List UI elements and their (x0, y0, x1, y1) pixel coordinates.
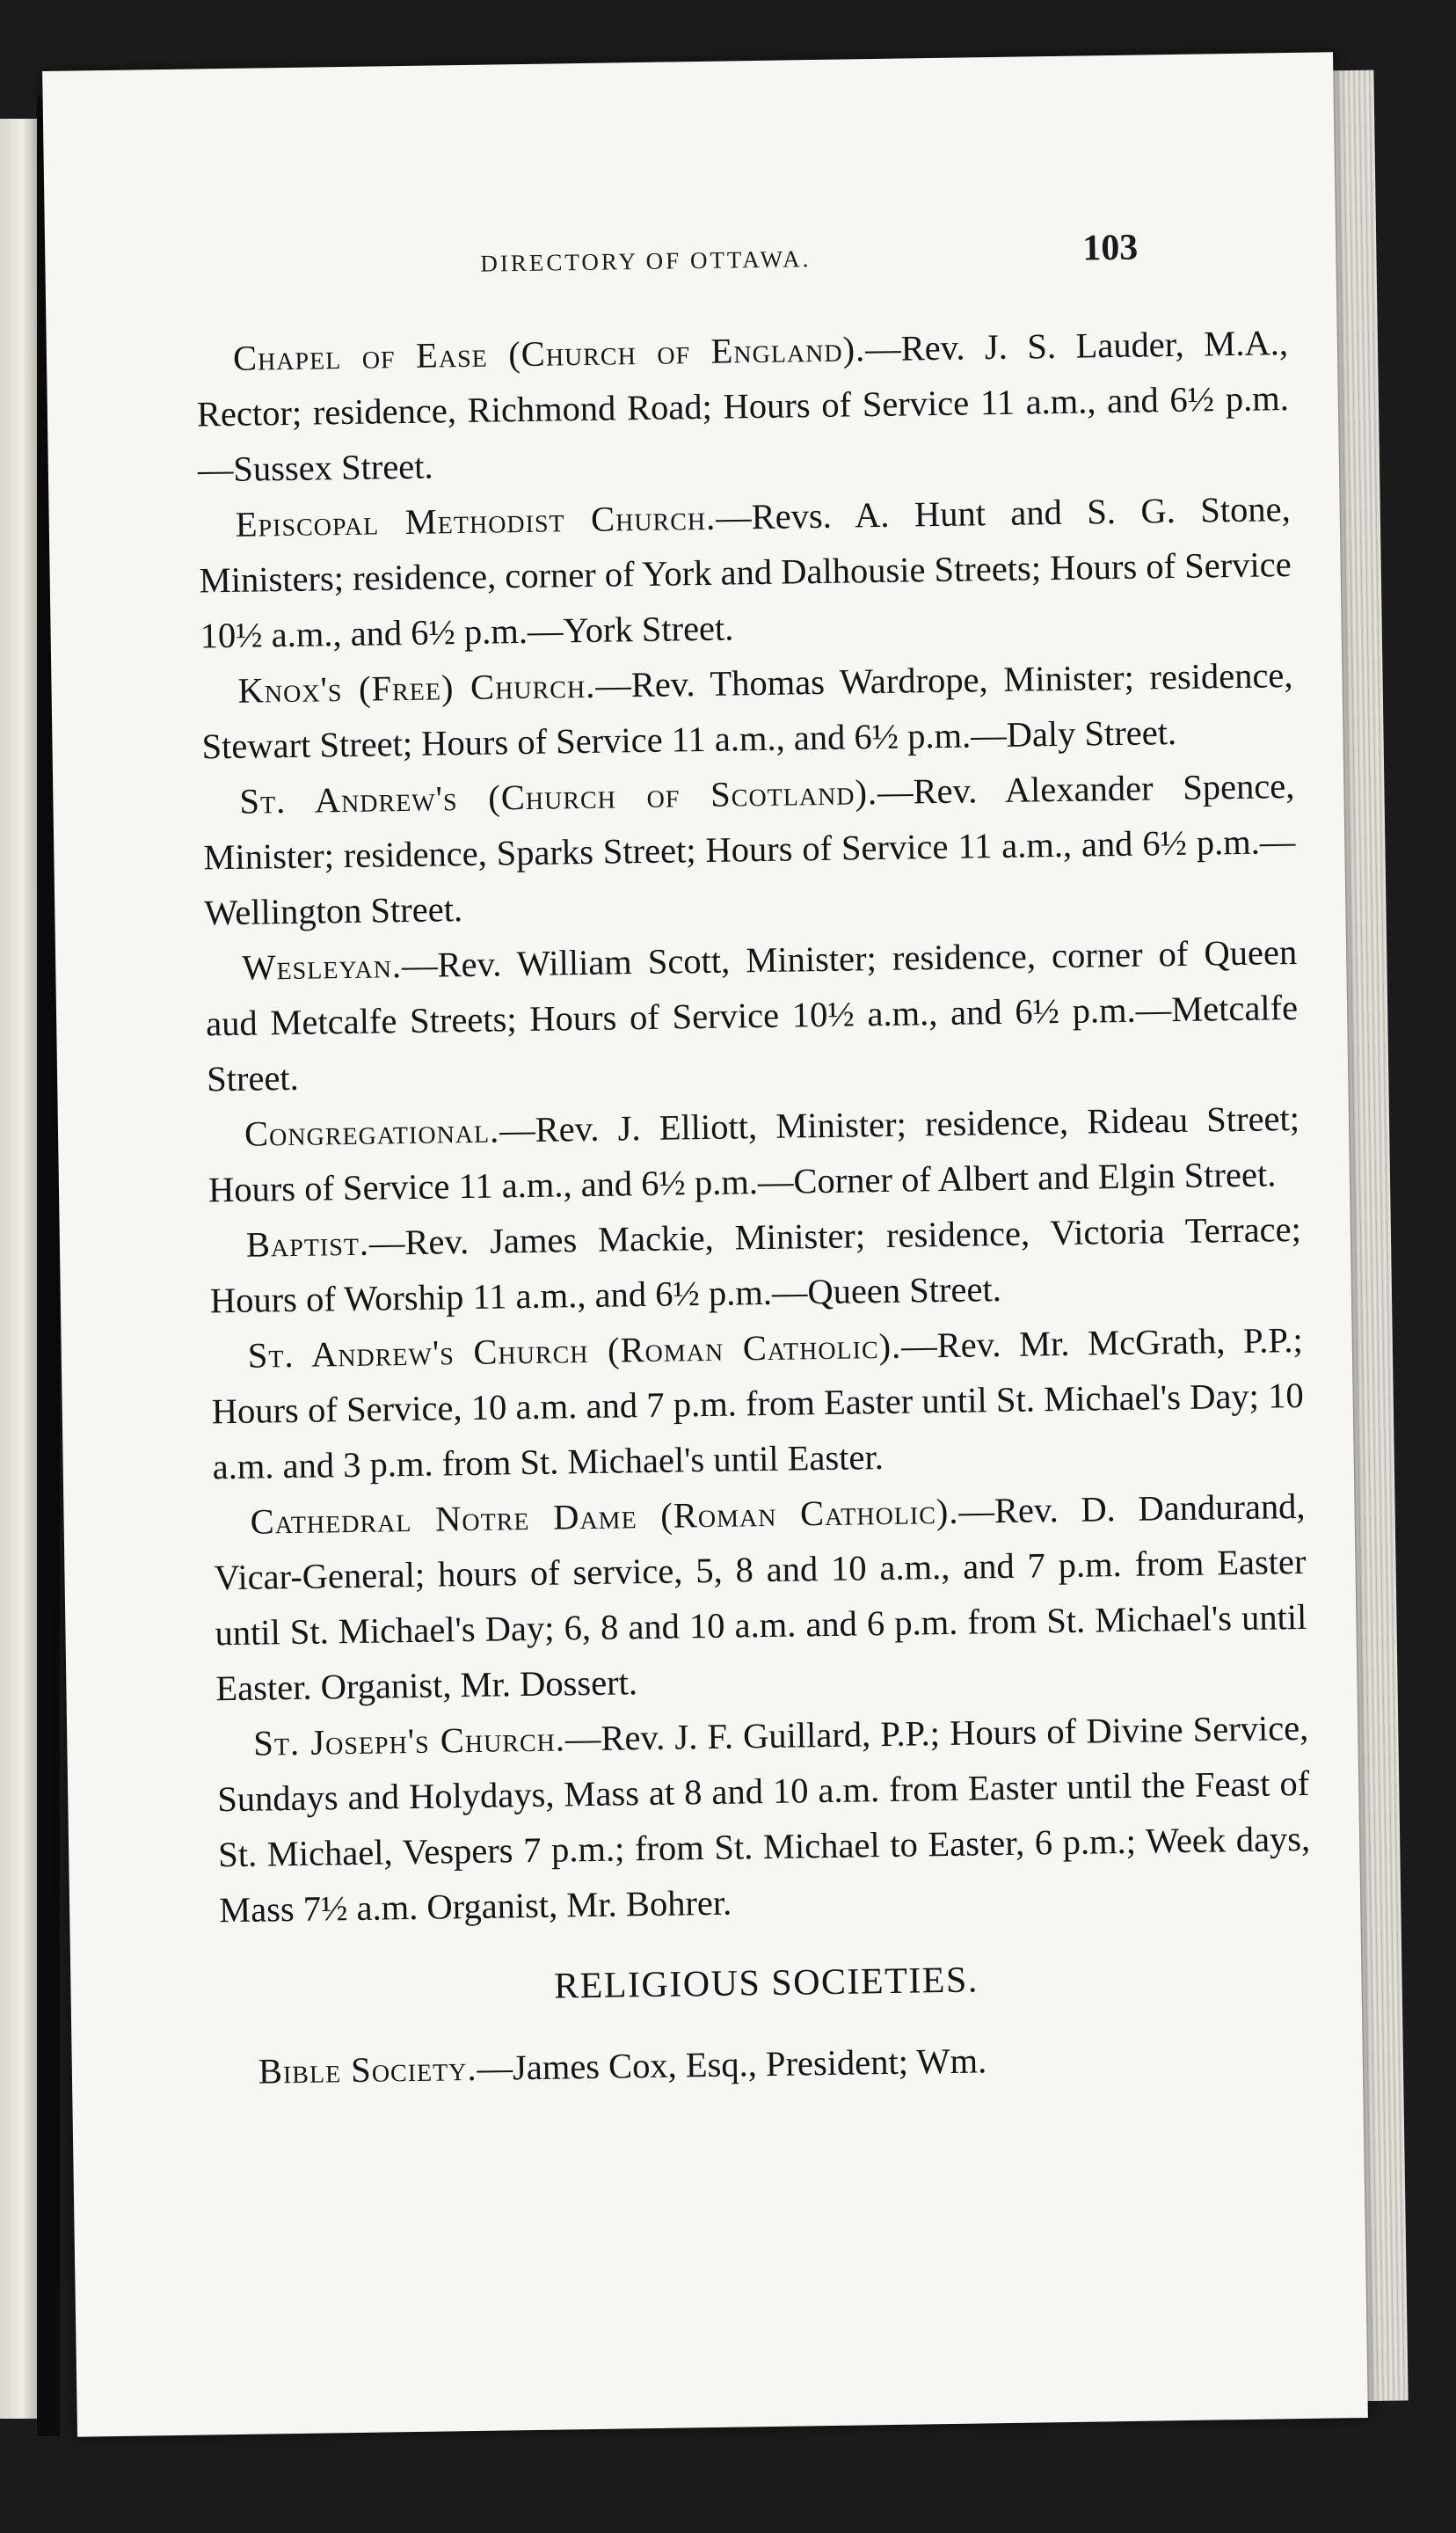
church-name: Congregational. (244, 1110, 500, 1154)
church-details: —Revs. A. Hunt and S. G. Stone, Ministers; residence, corner of York and Dalhousie Streets; Hours of Service 10½ a.m., and 6½ p.m.—York Street. (199, 489, 1292, 656)
church-name: St. Andrew's (Church of Scotland). (239, 772, 878, 821)
church-entry (198, 481, 1292, 663)
society-details: —James Cox, Esq., President; Wm. (477, 2040, 987, 2088)
church-details: —Rev. William Scott, Minister; residence, corner of Queen aud Metcalfe Streets; Hours of Service 10½ a.m., and 6½ p.m.—Metcalfe Street. (205, 931, 1299, 1099)
society-name: Bible Society. (258, 2048, 477, 2091)
church-name: Episcopal Methodist Church. (235, 497, 717, 544)
church-details: —Rev. Alexander Spence, Minister; residence, Sparks Street; Hours of Service 11 a.m., and 6½ p.m.—Wellington Street. (203, 766, 1296, 933)
church-details: —Rev. J. F. Guillard, P.P.; Hours of Divine Service, Sundays and Holydays, Mass at 8 and 10 a.m. from Easter until the Feast of St. Michael, Vespers 7 p.m.; from St. Michael to Easter, 6 p.m.; Week days, Mass 7½ a.m. Organist, Mr. Bohrer. (216, 1707, 1311, 1931)
church-entry (205, 924, 1299, 1106)
church-name: Wesleyan. (241, 945, 403, 988)
church-details: —Rev. J. Elliott, Minister; residence, Rideau Street; Hours of Service 11 a.m., and 6½ p.m.—Corner of Albert and Elgin Street. (207, 1098, 1300, 1210)
church-entry (216, 1700, 1312, 1938)
church-entry (196, 315, 1291, 497)
previous-page-edge (0, 119, 37, 2419)
book-page (42, 52, 1368, 2436)
church-entry (210, 1312, 1305, 1494)
church-name: Chapel of Ease (Church of England). (232, 329, 866, 378)
church-details: —Rev. J. S. Lauder, M.A., Rector; residence, Richmond Road; Hours of Service 11 a.m., and 6½ p.m.—Sussex Street. (196, 323, 1290, 490)
church-details: —Rev. James Mackie, Minister; residence, Victoria Terrace; Hours of Worship 11 a.m., and 6½ p.m.—Queen Street. (209, 1208, 1302, 1321)
running-head: DIRECTORY OF OTTAWA. (480, 245, 812, 277)
church-entry (202, 758, 1297, 940)
church-name: Baptist. (245, 1223, 370, 1265)
page-header (45, 223, 1336, 296)
church-details: —Rev. Thomas Wardrope, Minister; residence, Stewart Street; Hours of Service 11 a.m., and 6½ p.m.—Daly Street. (201, 655, 1293, 767)
section-heading: RELIGIOUS SOCIETIES. (553, 1960, 979, 2007)
society-entry (221, 2028, 1314, 2099)
church-entry (207, 1091, 1301, 1217)
church-entry (213, 1478, 1308, 1716)
church-entry (208, 1201, 1302, 1328)
church-entry (200, 647, 1294, 774)
page-number: 103 (1081, 227, 1139, 269)
church-details: —Rev. D. Dandurand, Vicar-General; hours of service, 5, 8 and 10 a.m., and 7 p.m. from Easter until St. Michael's Day; 6, 8 and 10 a.m. and 6 p.m. from St. Michael's until Easter. Organist, Mr. Dossert. (214, 1485, 1307, 1709)
church-details: —Rev. Mr. McGrath, P.P.; Hours of Service, 10 a.m. and 7 p.m. from Easter until St. Michael's Day; 10 a.m. and 3 p.m. from St. Michael's until Easter. (211, 1319, 1304, 1487)
church-name: Cathedral Notre Dame (Roman Catholic). (250, 1491, 959, 1542)
church-name: St. Andrew's Church (Roman Catholic). (247, 1325, 902, 1376)
directory-text (196, 315, 1314, 2099)
church-name: Knox's (Free) Church. (237, 665, 596, 711)
church-name: St. Joseph's Church. (253, 1719, 566, 1763)
